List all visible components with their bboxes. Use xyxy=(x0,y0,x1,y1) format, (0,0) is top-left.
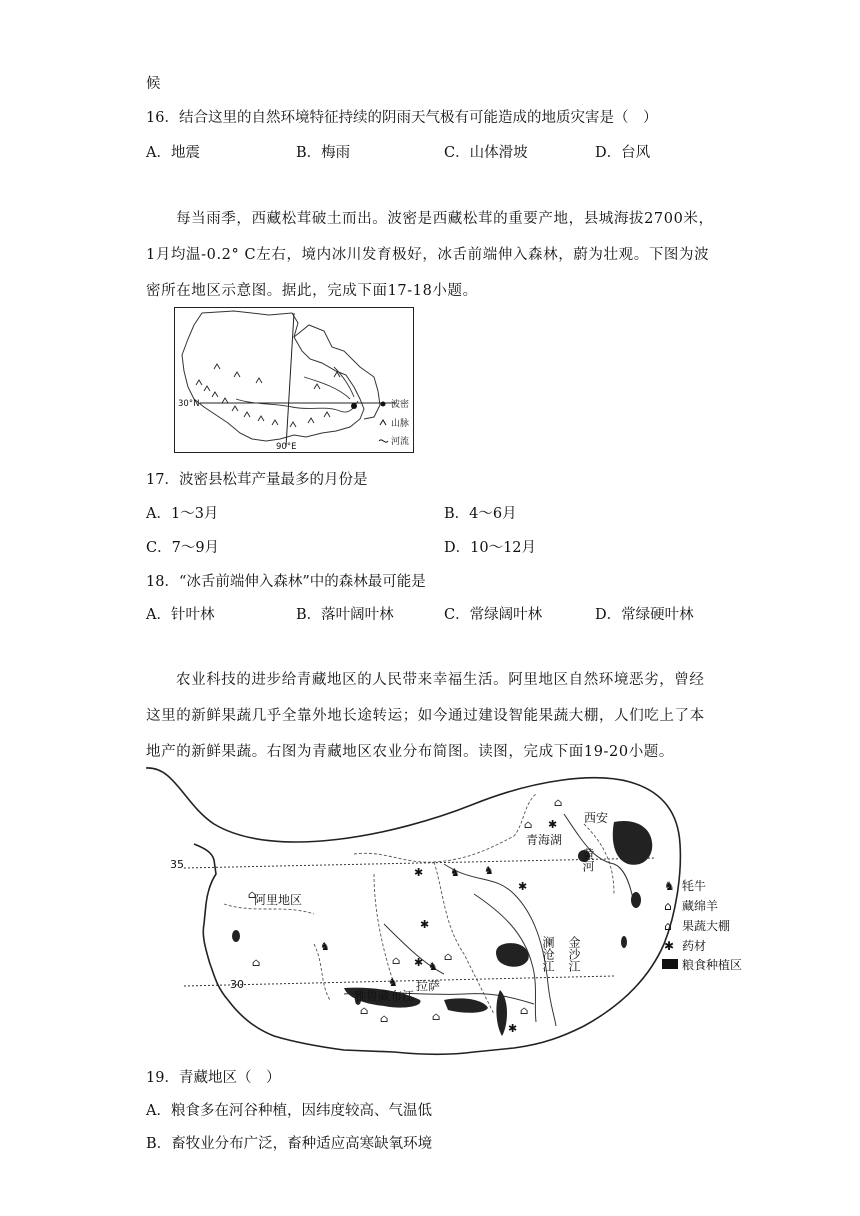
svg-text:⌂: ⌂ xyxy=(432,1010,441,1023)
q16-option-c: C．山体滑坡 xyxy=(444,145,528,161)
svg-text:⌂: ⌂ xyxy=(524,818,533,831)
q18-option-c: C．常绿阔叶林 xyxy=(444,607,543,623)
question-18-stem: 18．“冰舌前端伸入森林”中的森林最可能是 xyxy=(146,574,426,590)
map1-lon-label: 90°E xyxy=(276,442,297,452)
qinghai-tibet-agriculture-map xyxy=(144,764,754,1060)
svg-text:♞: ♞ xyxy=(320,940,330,953)
svg-text:⌂: ⌂ xyxy=(520,1004,529,1017)
q17-option-b: B．4～6月 xyxy=(444,506,517,522)
map2-legend-sheep: 藏绵羊 xyxy=(682,899,719,913)
question-17-stem: 17．波密县松茸产量最多的月份是 xyxy=(146,472,368,488)
question-16-stem: 16．结合这里的自然环境特征持续的阴雨天气极有可能造成的地质灾害是（ ） xyxy=(146,110,658,126)
q17-option-d: D．10～12月 xyxy=(444,540,537,556)
svg-text:♞: ♞ xyxy=(450,866,460,879)
svg-text:✱: ✱ xyxy=(518,880,528,893)
map2-legend-grain: 粮食种植区 xyxy=(682,958,743,972)
map2-place-qinghai-lake: 青海湖 xyxy=(526,833,563,847)
svg-text:⌂: ⌂ xyxy=(664,919,672,933)
svg-text:⌂: ⌂ xyxy=(380,1012,389,1025)
map2-river-jinsha: 金沙江 xyxy=(567,936,581,972)
q18-option-d: D．常绿硬叶林 xyxy=(595,607,694,623)
svg-text:✱: ✱ xyxy=(420,918,430,931)
q18-option-a: A．针叶林 xyxy=(146,607,215,623)
map2-river-yarlung: 雅鲁藏布江 xyxy=(354,989,415,1003)
svg-text:⌂: ⌂ xyxy=(392,954,401,967)
page-fragment: 候 xyxy=(146,76,161,92)
map2-place-ali: 阿里地区 xyxy=(254,893,303,907)
svg-text:♞: ♞ xyxy=(428,960,438,973)
q16-option-d: D．台风 xyxy=(595,145,651,161)
passage-17-18: 每当雨季，西藏松茸破土而出。波密是西藏松茸的重要产地，县城海拔2700米，1月均温-0.2° C左右，境内冰川发育极好，冰舌前端伸入森林，蔚为壮观。下图为波密所在地区示意图。据此，完成下面17-18小题。 xyxy=(146,211,714,299)
svg-text:⌂: ⌂ xyxy=(360,1004,369,1017)
svg-text:⌂: ⌂ xyxy=(554,796,563,809)
map2-lat-30: 30 xyxy=(230,978,244,991)
map1-legend-river: 河流 xyxy=(391,437,410,447)
map2-river-huang: 黄河 xyxy=(581,848,595,872)
map2-legend-herbs: 药材 xyxy=(682,939,707,953)
svg-text:♞: ♞ xyxy=(388,976,398,989)
q16-option-b: B．梅雨 xyxy=(296,145,351,161)
q19-option-b: B．畜牧业分布广泛，畜种适应高寒缺氧环境 xyxy=(146,1136,433,1152)
svg-text:✱: ✱ xyxy=(548,818,558,831)
map2-legend-yak: 牦牛 xyxy=(682,879,707,893)
svg-text:✱: ✱ xyxy=(414,956,424,969)
svg-text:✱: ✱ xyxy=(664,939,675,953)
question-19-stem: 19．青藏地区（ ） xyxy=(146,1070,281,1086)
svg-text:⌂: ⌂ xyxy=(252,956,261,969)
map2-lat-35: 35 xyxy=(170,858,184,871)
svg-text:⌂: ⌂ xyxy=(664,899,672,913)
q17-option-c: C．7～9月 xyxy=(146,540,220,556)
svg-text:⌂: ⌂ xyxy=(248,888,257,901)
bomi-location-map xyxy=(174,307,414,453)
map1-lat-label: 30°N xyxy=(178,399,200,409)
map2-place-xian: 西安 xyxy=(584,811,609,825)
map1-legend-bomi: 波密 xyxy=(391,400,410,410)
map2-place-lhasa: 拉萨 xyxy=(416,979,441,993)
q16-option-a: A．地震 xyxy=(146,145,200,161)
q18-option-b: B．落叶阔叶林 xyxy=(296,607,394,623)
svg-text:♞: ♞ xyxy=(484,864,494,877)
passage-19-20: 农业科技的进步给青藏地区的人民带来幸福生活。阿里地区自然环境恶劣，曾经这里的新鲜果蔬几乎全靠外地长途转运；如今通过建设智能果蔬大棚，人们吃上了本地产的新鲜果蔬。右图为青藏地区农业分布简图。读图，完成下面19-20小题。 xyxy=(146,672,705,760)
map2-legend-greenhouse: 果蔬大棚 xyxy=(682,919,731,933)
svg-text:♞: ♞ xyxy=(664,879,675,893)
map2-river-lancang: 澜沧江 xyxy=(541,936,555,972)
svg-text:✱: ✱ xyxy=(508,1022,518,1035)
q17-option-a: A．1～3月 xyxy=(146,506,219,522)
svg-text:⌂: ⌂ xyxy=(444,950,453,963)
map1-legend-mountain: 山脉 xyxy=(391,419,410,429)
q19-option-a: A．粮食多在河谷种植，因纬度较高、气温低 xyxy=(146,1103,432,1119)
svg-text:✱: ✱ xyxy=(414,866,424,879)
